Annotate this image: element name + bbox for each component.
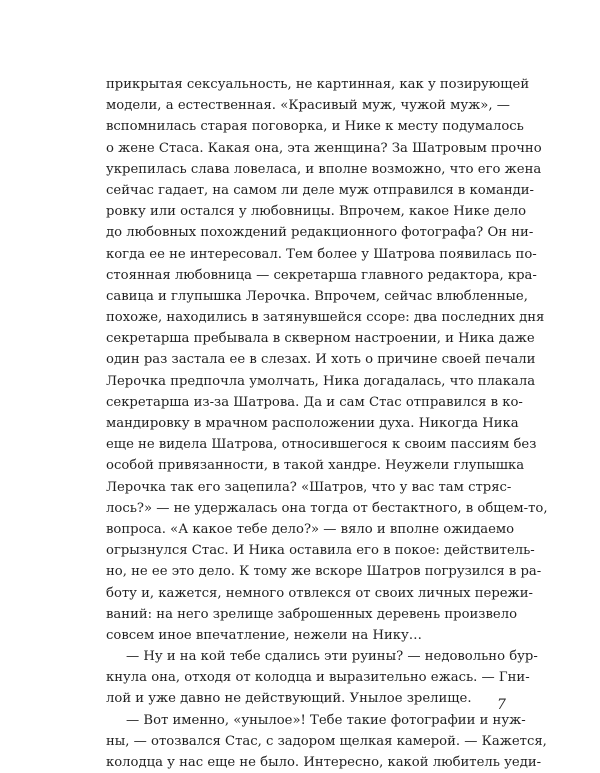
text-line: похоже, находились в затянувшейся ссоре: два последних дня [106,310,545,326]
text-line: боту и, кажется, немного отвлекся от своих личных пережи- [106,585,533,601]
text-line: колодца у нас еще не было. Интересно, какой любитель уеди- [106,755,542,770]
text-line: ваний: на него зрелище заброшенных деревень произвело [106,606,518,622]
text-line: вспомнилась старая поговорка, и Нике к месту подумалось [106,119,524,135]
text-line: ровку или остался у любовницы. Впрочем, какое Нике дело [106,204,527,220]
text-line: о жене Стаса. Какая она, эта женщина? За Шатровым прочно [106,140,542,156]
text-line: один раз застала ее в слезах. И хоть о причине своей печали [106,352,536,368]
text-line: стоянная любовница — секретарша главного редактора, кра- [106,267,537,283]
body-text [106,74,548,773]
text-line: лось?» — не удержалась она тогда от бестактного, в общем-то, [106,500,548,516]
text-line: лой и уже давно не действующий. Унылое зрелище. [106,691,472,707]
text-line: секретарша из-за Шатрова. Да и сам Стас отправился в ко- [106,394,523,410]
text-line: секретарша пребывала в скверном настроении, и Ника даже [106,331,535,347]
text-line: Лерочка предпочла умолчать, Ника догадалась, что плакала [106,373,536,389]
page-number: 7 [497,697,506,713]
text-line: вопроса. «А какое тебе дело?» — вяло и вполне ожидаемо [106,521,515,537]
text-line: сейчас гадает, на самом ли деле муж отправился в команди- [106,182,535,198]
text-line: — Вот именно, «унылое»! Тебе такие фотографии и нуж- [126,712,526,728]
text-line: мандировку в мрачном расположении духа. Никогда Ника [106,416,519,431]
text-line: укрепилась слава ловеласа, и вполне возможно, что его жена [106,161,542,177]
text-line: до любовных похождений редакционного фотографа? Он ни- [106,225,534,241]
text-line: особой привязанности, в такой хандре. Неужели глупышка [106,458,525,474]
text-line: совсем иное впечатление, нежели на Нику… [106,627,422,643]
text-line: савица и глупышка Лерочка. Впрочем, сейчас влюбленные, [106,288,528,304]
text-line: ны, — отозвался Стас, с задором щелкая камерой. — Кажется, [106,733,547,749]
text-line: Лерочка так его зацепила? «Шатров, что у вас там стряс- [106,479,512,495]
text-line: модели, а естественная. «Красивый муж, чужой муж», — [106,98,510,114]
text-line: но, не ее это дело. К тому же вскоре Шатров погрузился в ра- [106,564,542,580]
text-line: прикрытая сексуальность, не картинная, как у позирующей [106,77,530,92]
text-line: огрызнулся Стас. И Ника оставила его в покое: действитель- [106,543,535,559]
text-line: кнула она, отходя от колодца и выразительно ежась. — Гни- [106,670,530,686]
text-line: когда ее не интересовал. Тем более у Шатрова появилась по- [106,246,537,262]
text-line: — Ну и на кой тебе сдались эти руины? — недовольно бур- [126,649,538,665]
text-line: еще не видела Шатрова, относившегося к своим пассиям без [106,437,537,453]
